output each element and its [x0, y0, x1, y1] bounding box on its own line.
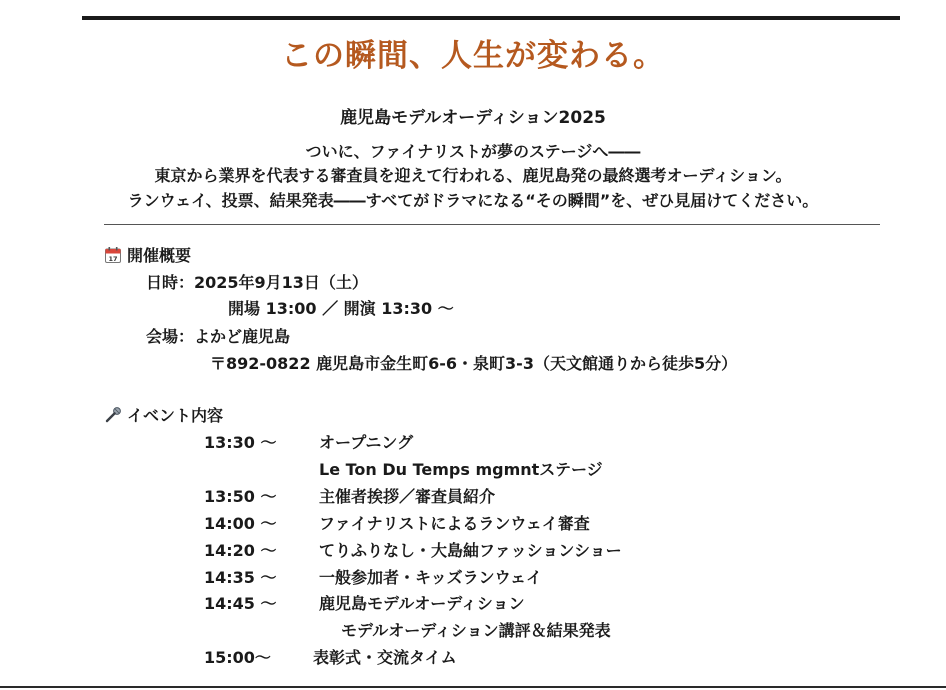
- schedule-item: モデルオーディション講評＆結果発表: [341, 621, 611, 640]
- svg-text:17: 17: [108, 254, 118, 263]
- lead-line: 東京から業界を代表する審査員を迎えて行われる、鹿児島発の最終選考オーディション。: [154, 166, 792, 185]
- schedule-item: てりふりなし・大島紬ファッションショー: [319, 541, 622, 560]
- schedule-item: 鹿児島モデルオーディション: [319, 594, 525, 613]
- content-heading: イベント内容: [127, 406, 224, 425]
- calendar-icon: [104, 246, 122, 264]
- address-line: 〒892-0822 鹿児島市金生町6-6・泉町3-3（天文館通りから徒歩5分）: [210, 354, 738, 373]
- microphone-icon: [104, 406, 122, 424]
- overview-heading: 開催概要: [127, 246, 192, 265]
- event-title: 鹿児島モデルオーディション2025: [340, 108, 606, 128]
- schedule-time: 14:00 〜: [204, 514, 277, 533]
- lead-line: ランウェイ、投票、結果発表――すべてがドラマになる“その瞬間”を、ぜひ見届けてください。: [127, 191, 819, 210]
- schedule-item: オープニング: [319, 433, 414, 452]
- schedule-time: 13:50 〜: [204, 487, 277, 506]
- time-line: 開場 13:00 ／ 開演 13:30 〜: [228, 299, 454, 318]
- schedule-time: 14:45 〜: [204, 594, 277, 613]
- date-line: 日時：2025年9月13日（土）: [146, 273, 368, 292]
- bottom-divider: [0, 686, 946, 688]
- overview-heading-row: [104, 243, 191, 266]
- venue-line: 会場：よかど鹿児島: [146, 327, 291, 346]
- schedule-item: Le Ton Du Temps mgmntステージ: [319, 460, 603, 479]
- lead-line: ついに、ファイナリストが夢のステージへ――: [305, 142, 641, 161]
- schedule-item: 表彰式・交流タイム: [313, 648, 457, 667]
- headline: この瞬間、人生が変わる。: [281, 38, 665, 74]
- schedule-time: 15:00〜: [204, 648, 271, 667]
- top-divider: [82, 16, 900, 20]
- schedule-time: 14:35 〜: [204, 568, 277, 587]
- content-heading-row: [104, 403, 223, 426]
- schedule-item: 主催者挨拶／審査員紹介: [319, 487, 496, 506]
- schedule-item: ファイナリストによるランウェイ審査: [319, 514, 590, 533]
- schedule-time: 14:20 〜: [204, 541, 277, 560]
- schedule-item: 一般参加者・キッズランウェイ: [319, 568, 543, 587]
- section-divider: [104, 224, 880, 225]
- schedule-time: 13:30 〜: [204, 433, 277, 452]
